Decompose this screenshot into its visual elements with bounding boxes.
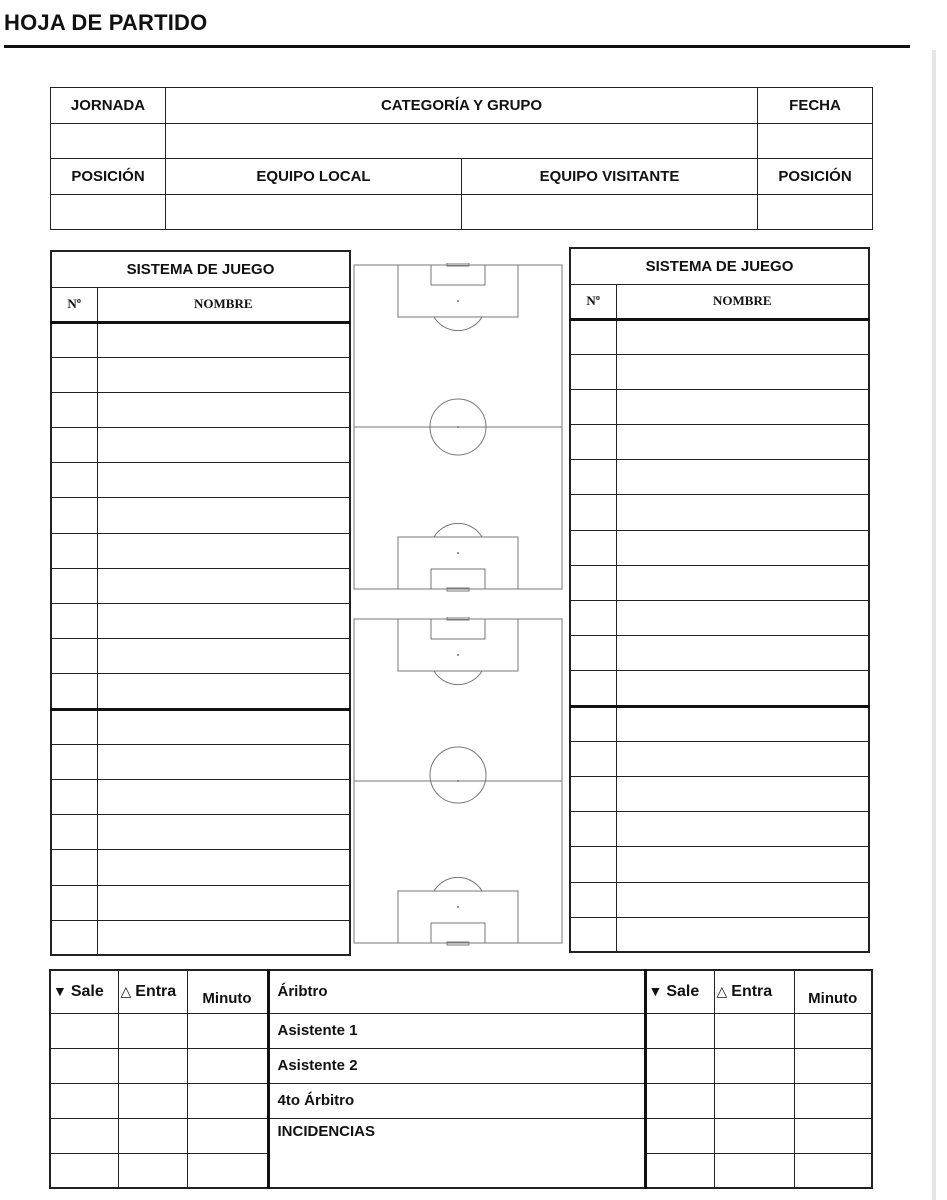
- away-entra-cell[interactable]: [714, 1013, 794, 1048]
- jornada-label: JORNADA: [51, 88, 166, 124]
- player-number-cell[interactable]: [570, 776, 616, 811]
- player-name-cell[interactable]: [616, 917, 869, 952]
- player-name-cell[interactable]: [616, 882, 869, 917]
- player-name-cell[interactable]: [97, 392, 350, 427]
- roster-row: [51, 428, 350, 463]
- player-number-cell[interactable]: [51, 639, 97, 674]
- player-number-cell[interactable]: [51, 428, 97, 463]
- roster-row: [51, 568, 350, 603]
- player-number-cell[interactable]: [570, 425, 616, 460]
- posicion-local-label: POSICIÓN: [51, 159, 166, 195]
- title-underline: [4, 45, 910, 48]
- categoria-grupo-label: CATEGORÍA Y GRUPO: [166, 88, 758, 124]
- home-entra-cell[interactable]: [118, 1013, 187, 1048]
- football-pitch-top: [352, 263, 566, 593]
- home-entra-cell[interactable]: [118, 1083, 187, 1118]
- player-name-cell[interactable]: [616, 354, 869, 389]
- fecha-field[interactable]: [758, 123, 873, 159]
- posicion-visitante-label: POSICIÓN: [758, 159, 873, 195]
- player-number-cell[interactable]: [570, 671, 616, 706]
- center-spot: [457, 780, 459, 782]
- page-edge-shadow: [932, 50, 936, 1200]
- player-name-cell[interactable]: [97, 920, 350, 955]
- player-name-cell[interactable]: [97, 815, 350, 850]
- asistente1-label: Asistente 1: [268, 1013, 645, 1048]
- roster-row: [570, 847, 869, 882]
- roster-row: [570, 460, 869, 495]
- player-name-cell[interactable]: [616, 425, 869, 460]
- football-pitch-bottom: [352, 617, 566, 947]
- player-name-cell[interactable]: [97, 779, 350, 814]
- player-name-cell[interactable]: [616, 776, 869, 811]
- away-sale-cell[interactable]: [645, 1153, 714, 1188]
- away-entra-cell[interactable]: [714, 1118, 794, 1153]
- player-number-cell[interactable]: [51, 674, 97, 709]
- roster-row: [570, 530, 869, 565]
- arbitro-label: Áribtro: [268, 970, 645, 1013]
- page-title: HOJA DE PARTIDO: [4, 10, 208, 35]
- player-number-cell[interactable]: [51, 533, 97, 568]
- equipo-visitante-label: EQUIPO VISITANTE: [462, 159, 758, 195]
- penalty-spot-bottom: [457, 906, 459, 908]
- player-number-cell[interactable]: [570, 812, 616, 847]
- player-name-cell[interactable]: [616, 601, 869, 636]
- home-minuto-cell[interactable]: [187, 1153, 268, 1188]
- equipo-local-label: EQUIPO LOCAL: [166, 159, 462, 195]
- away-sale-cell[interactable]: [645, 1048, 714, 1083]
- roster-row: [51, 498, 350, 533]
- away-entra-cell[interactable]: [714, 1083, 794, 1118]
- triangle-down-filled-icon: ▼: [648, 982, 663, 999]
- player-number-cell[interactable]: [570, 354, 616, 389]
- penalty-area-top: [398, 265, 518, 317]
- player-number-cell[interactable]: [570, 917, 616, 952]
- player-number-cell[interactable]: [51, 392, 97, 427]
- roster-row: [51, 357, 350, 392]
- player-name-cell[interactable]: [97, 885, 350, 920]
- player-name-cell[interactable]: [616, 706, 869, 741]
- match-header-table: [50, 87, 873, 230]
- roster-row: [51, 744, 350, 779]
- player-number-cell[interactable]: [51, 322, 97, 357]
- penalty-area-top: [398, 619, 518, 671]
- home-minuto-header: Minuto: [187, 970, 268, 1013]
- roster-row: [51, 463, 350, 498]
- player-number-cell[interactable]: [51, 709, 97, 744]
- player-name-cell[interactable]: [97, 674, 350, 709]
- player-number-cell[interactable]: [570, 495, 616, 530]
- player-number-cell[interactable]: [570, 741, 616, 776]
- penalty-arc-top: [434, 671, 482, 685]
- home-num-header: Nº: [51, 287, 97, 322]
- goal-area-top: [431, 265, 485, 285]
- penalty-area-bottom: [398, 891, 518, 943]
- away-sistema-label: SISTEMA DE JUEGO: [570, 248, 869, 284]
- roster-row: [570, 425, 869, 460]
- jornada-field[interactable]: [51, 123, 166, 159]
- player-name-cell[interactable]: [616, 671, 869, 706]
- player-number-cell[interactable]: [570, 530, 616, 565]
- away-num-header: Nº: [570, 284, 616, 319]
- player-number-cell[interactable]: [51, 463, 97, 498]
- home-minuto-cell[interactable]: [187, 1048, 268, 1083]
- player-name-cell[interactable]: [97, 744, 350, 779]
- player-number-cell[interactable]: [51, 357, 97, 392]
- home-sale-cell[interactable]: [50, 1083, 118, 1118]
- player-number-cell[interactable]: [570, 460, 616, 495]
- triangle-up-outline-icon: △: [716, 982, 728, 999]
- away-entra-header: △ Entra: [714, 970, 794, 1013]
- player-name-cell[interactable]: [97, 357, 350, 392]
- roster-row: [570, 495, 869, 530]
- penalty-arc-bottom: [434, 523, 482, 537]
- player-number-cell[interactable]: [51, 815, 97, 850]
- home-entra-header: △ Entra: [118, 970, 187, 1013]
- away-roster-table: [569, 247, 870, 953]
- roster-row: [51, 604, 350, 639]
- cuarto-arbitro-label: 4to Árbitro: [268, 1083, 645, 1118]
- asistente2-label: Asistente 2: [268, 1048, 645, 1083]
- player-number-cell[interactable]: [51, 779, 97, 814]
- home-sale-header: ▼ Sale: [50, 970, 118, 1013]
- triangle-down-filled-icon: ▼: [53, 982, 67, 999]
- equipo-local-field[interactable]: [166, 194, 462, 230]
- player-name-cell[interactable]: [97, 709, 350, 744]
- player-name-cell[interactable]: [616, 530, 869, 565]
- roster-row: [570, 812, 869, 847]
- roster-row: [570, 741, 869, 776]
- player-number-cell[interactable]: [570, 319, 616, 354]
- player-name-cell[interactable]: [97, 639, 350, 674]
- incidencias-label: INCIDENCIAS: [268, 1118, 645, 1188]
- away-minuto-cell[interactable]: [794, 1118, 872, 1153]
- home-minuto-cell[interactable]: [187, 1013, 268, 1048]
- player-number-cell[interactable]: [570, 882, 616, 917]
- player-name-cell[interactable]: [97, 428, 350, 463]
- away-entra-cell[interactable]: [714, 1153, 794, 1188]
- player-name-cell[interactable]: [616, 460, 869, 495]
- player-name-cell[interactable]: [616, 495, 869, 530]
- roster-row: [570, 917, 869, 952]
- away-minuto-cell[interactable]: [794, 1153, 872, 1188]
- roster-row: [570, 671, 869, 706]
- home-entra-cell[interactable]: [118, 1118, 187, 1153]
- player-number-cell[interactable]: [51, 568, 97, 603]
- player-name-cell[interactable]: [616, 812, 869, 847]
- roster-row: [570, 882, 869, 917]
- equipo-visitante-field[interactable]: [462, 194, 758, 230]
- player-number-cell[interactable]: [570, 636, 616, 671]
- away-sale-cell[interactable]: [645, 1118, 714, 1153]
- away-minuto-cell[interactable]: [794, 1013, 872, 1048]
- player-name-cell[interactable]: [97, 568, 350, 603]
- player-number-cell[interactable]: [570, 706, 616, 741]
- player-number-cell[interactable]: [51, 744, 97, 779]
- home-sale-cell[interactable]: [50, 1013, 118, 1048]
- player-name-cell[interactable]: [616, 741, 869, 776]
- player-name-cell[interactable]: [616, 636, 869, 671]
- home-sistema-label: SISTEMA DE JUEGO: [51, 251, 350, 287]
- player-number-cell[interactable]: [570, 389, 616, 424]
- penalty-spot-top: [457, 300, 459, 302]
- roster-row: [51, 815, 350, 850]
- player-name-cell[interactable]: [97, 463, 350, 498]
- player-number-cell[interactable]: [51, 850, 97, 885]
- roster-row: [51, 920, 350, 955]
- player-number-cell[interactable]: [51, 604, 97, 639]
- roster-row: [51, 322, 350, 357]
- penalty-spot-top: [457, 654, 459, 656]
- home-sale-cell[interactable]: [50, 1118, 118, 1153]
- penalty-arc-bottom: [434, 877, 482, 891]
- home-entra-cell[interactable]: [118, 1153, 187, 1188]
- player-name-cell[interactable]: [97, 604, 350, 639]
- player-name-cell[interactable]: [97, 850, 350, 885]
- away-name-header: NOMBRE: [616, 284, 869, 319]
- player-name-cell[interactable]: [97, 498, 350, 533]
- roster-row: [51, 533, 350, 568]
- roster-row: [570, 354, 869, 389]
- player-name-cell[interactable]: [616, 565, 869, 600]
- center-circle: [430, 747, 486, 803]
- player-name-cell[interactable]: [616, 319, 869, 354]
- away-sale-cell[interactable]: [645, 1083, 714, 1118]
- away-minuto-header: Minuto: [794, 970, 872, 1013]
- player-number-cell[interactable]: [51, 920, 97, 955]
- player-name-cell[interactable]: [97, 322, 350, 357]
- goal-area-bottom: [431, 923, 485, 943]
- roster-row: [51, 850, 350, 885]
- posicion-visitante-field[interactable]: [758, 194, 873, 230]
- player-number-cell[interactable]: [570, 565, 616, 600]
- center-spot: [457, 426, 459, 428]
- roster-row: [570, 706, 869, 741]
- roster-row: [570, 776, 869, 811]
- roster-row: [51, 674, 350, 709]
- triangle-up-outline-icon: △: [120, 982, 132, 999]
- home-entra-cell[interactable]: [118, 1048, 187, 1083]
- home-sale-cell[interactable]: [50, 1048, 118, 1083]
- roster-row: [570, 319, 869, 354]
- roster-row: [570, 389, 869, 424]
- away-entra-cell[interactable]: [714, 1048, 794, 1083]
- player-number-cell[interactable]: [570, 847, 616, 882]
- roster-row: [570, 565, 869, 600]
- away-sale-cell[interactable]: [645, 1013, 714, 1048]
- player-number-cell[interactable]: [570, 601, 616, 636]
- home-minuto-cell[interactable]: [187, 1083, 268, 1118]
- player-number-cell[interactable]: [51, 885, 97, 920]
- player-name-cell[interactable]: [616, 389, 869, 424]
- categoria-grupo-field[interactable]: [166, 123, 758, 159]
- penalty-spot-bottom: [457, 552, 459, 554]
- roster-row: [570, 636, 869, 671]
- player-number-cell[interactable]: [51, 498, 97, 533]
- player-name-cell[interactable]: [616, 847, 869, 882]
- home-roster-table: [50, 250, 351, 956]
- roster-row: [570, 601, 869, 636]
- home-name-header: NOMBRE: [97, 287, 350, 322]
- goal-area-top: [431, 619, 485, 639]
- penalty-area-bottom: [398, 537, 518, 589]
- roster-row: [51, 392, 350, 427]
- away-minuto-cell[interactable]: [794, 1083, 872, 1118]
- away-sale-header: ▼ Sale: [645, 970, 714, 1013]
- roster-row: [51, 885, 350, 920]
- goal-area-bottom: [431, 569, 485, 589]
- fecha-label: FECHA: [758, 88, 873, 124]
- penalty-arc-top: [434, 317, 482, 331]
- player-name-cell[interactable]: [97, 533, 350, 568]
- roster-row: [51, 639, 350, 674]
- home-minuto-cell[interactable]: [187, 1118, 268, 1153]
- home-sale-cell[interactable]: [50, 1153, 118, 1188]
- roster-row: [51, 779, 350, 814]
- away-minuto-cell[interactable]: [794, 1048, 872, 1083]
- substitutions-referees-table: [49, 969, 873, 1189]
- posicion-local-field[interactable]: [51, 194, 166, 230]
- roster-row: [51, 709, 350, 744]
